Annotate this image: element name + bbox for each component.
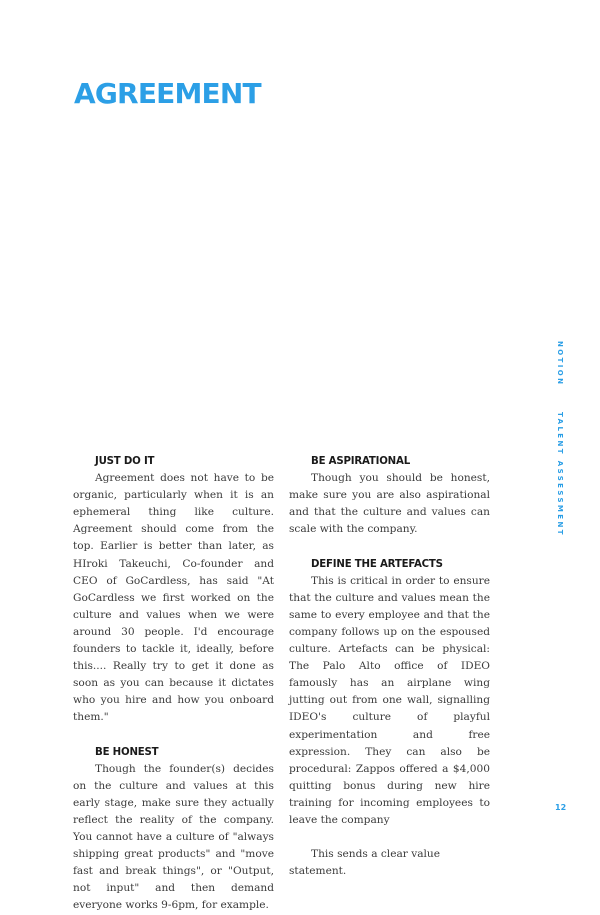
section-spacer [289, 829, 490, 846]
side-label-talent-assessment: TALENT ASSESSMENT [556, 412, 564, 537]
section-spacer [73, 727, 274, 744]
section-body: Though you should be honest, make sure you are also aspirational and that the culture and values can scale with the company. [289, 472, 490, 536]
section-body: Agreement does not have to be organic, particularly when it is an ephemeral thing like culture. Agreement should come from the top. Earlier is better than later, as HIroki Takeuchi, Co-founder and CEO of GoCardless, has said "At GoCardless we first worked on the culture and values when we were around 30 people. I'd encourage founders to tackle it, ideally, before this.... Really try to get it done as soon as you can because it dictates who you hire and how you onboard them." [73, 472, 274, 724]
left-column [73, 453, 274, 915]
closing-statement: This sends a clear value statement. [289, 848, 440, 878]
section-heading: DEFINE THE ARTEFACTS [311, 558, 443, 570]
section-heading: JUST DO IT [95, 456, 155, 467]
page-title: AGREEMENT [74, 77, 261, 110]
section-heading: BE HONEST [95, 746, 159, 758]
section-body: Though the founder(s) decides on the culture and values at this early stage, make sure they actually reflect the reality of the company. You cannot have a culture of "always shipping great products" and "move fast and break things", or "Output, not input" and then demand everyone works 9-6pm, for example. [73, 762, 274, 912]
section-define-the-artefacts [289, 556, 490, 881]
page-number: 12 [555, 803, 567, 812]
section-be-honest [73, 744, 274, 915]
right-column [289, 453, 490, 880]
section-be-aspirational [289, 453, 490, 538]
section-spacer [289, 538, 490, 555]
section-just-do-it [73, 453, 274, 727]
section-heading: BE ASPIRATIONAL [311, 456, 410, 467]
side-label-notion: NOTION [556, 341, 564, 387]
section-body: This is critical in order to ensure that the culture and values mean the same to every employee and that the company follows up on the espoused culture. Artefacts can be physical: The Palo Alto office of IDEO famously has an airplane wing jutting out from one wall, signalling IDEO's culture of playful experimentation and free expression. They can also be procedural: Zappos offered a $4,000 quitting bonus during new hire training for incoming employees to leave the company [289, 574, 490, 826]
